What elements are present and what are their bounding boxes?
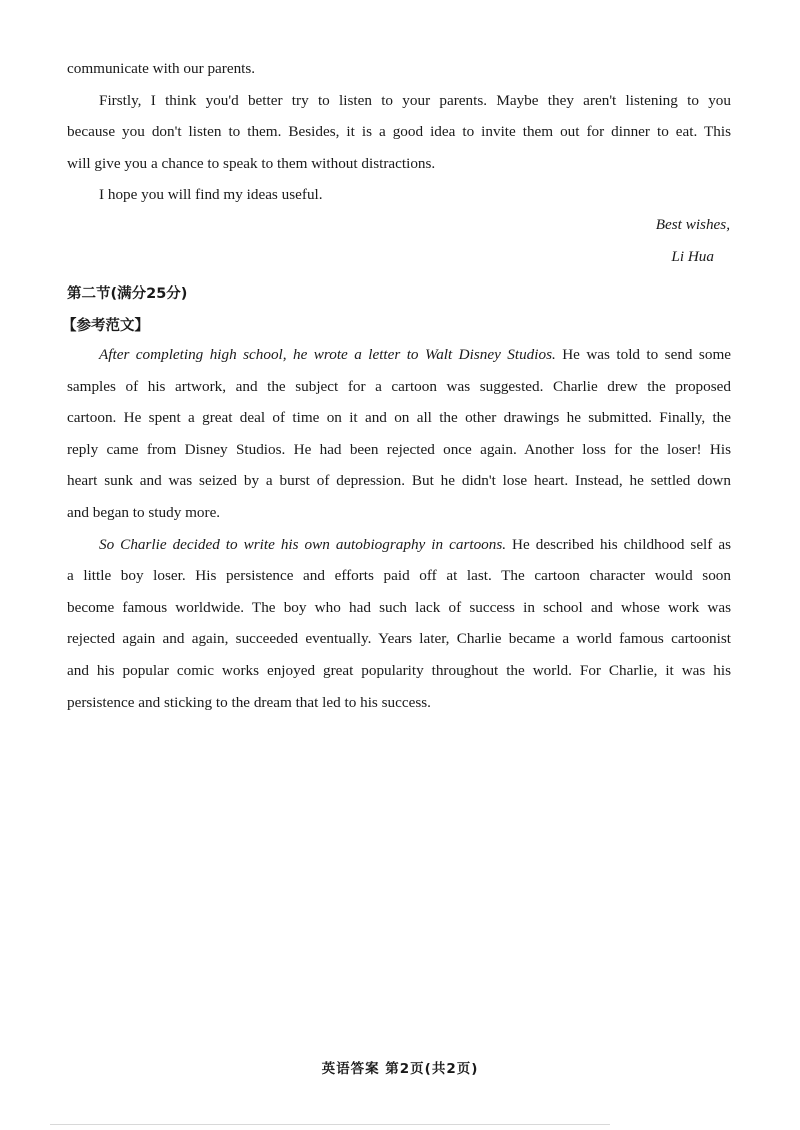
essay-para2-line-5: and his popular comic works enjoyed great popularity throughout the world. For Charlie, it was his — [67, 661, 731, 679]
letter-line-1: communicate with our parents. — [67, 60, 256, 77]
letter-signature: Li Hua — [671, 248, 714, 265]
essay-para1-line-1-rest: He was told to send some — [555, 346, 731, 363]
letter-para2-line-2: because you don't listen to them. Besides, it is a good idea to invite them out for dinner to eat. This — [67, 123, 731, 141]
letter-para2-line-3: will give you a chance to speak to them without distractions. — [67, 154, 436, 172]
page-footer: 英语答案 第2页(共2页) — [321, 1061, 479, 1077]
essay-para2-opening: So Charlie decided to write his own autobiography in cartoons. — [99, 535, 507, 553]
essay-para2-line-1-rest: He described his childhood self as — [506, 535, 731, 553]
essay-para1-line-2: samples of his artwork, and the subject for a cartoon was suggested. Charlie drew the proposed — [67, 377, 731, 395]
letter-para2-line-1: Firstly, I think you'd better try to listen to your parents. Maybe they aren't listening to you — [99, 91, 731, 109]
essay-para2-line-1 — [67, 529, 731, 561]
essay-para2-line-3: become famous worldwide. The boy who had such lack of success in school and whose work was — [67, 598, 731, 616]
essay-para1-line-3: cartoon. He spent a great deal of time on it and on all the other drawings he submitted. Finally, the — [67, 409, 731, 427]
essay-para1-line-4: reply came from Disney Studios. He had been rejected once again. Another loss for the loser! His — [67, 440, 731, 458]
section-heading: 第二节(满分25分) — [67, 286, 188, 302]
essay-para2-line-6: persistence and sticking to the dream that led to his success. — [67, 693, 431, 711]
bottom-divider — [50, 1124, 610, 1125]
letter-para3: I hope you will find my ideas useful. — [99, 186, 323, 204]
section-subheading: 【参考范文】 — [62, 318, 149, 334]
essay-para1-line-6: and began to study more. — [67, 503, 221, 521]
model-essay — [67, 339, 731, 718]
essay-para1-opening: After completing high school, he wrote a letter to Walt Disney Studios. — [99, 346, 556, 363]
letter-closing: Best wishes, — [655, 216, 730, 233]
essay-para2-line-2: a little boy loser. His persistence and efforts paid off at last. The cartoon character would soon — [67, 567, 731, 585]
letter-body — [67, 53, 731, 211]
essay-para2-line-4: rejected again and again, succeeded eventually. Years later, Charlie became a world famous cartoonist — [67, 630, 731, 648]
essay-para1-line-1 — [67, 339, 731, 371]
essay-para1-line-5: heart sunk and was seized by a burst of depression. But he didn't lose heart. Instead, he settled down — [67, 472, 731, 490]
